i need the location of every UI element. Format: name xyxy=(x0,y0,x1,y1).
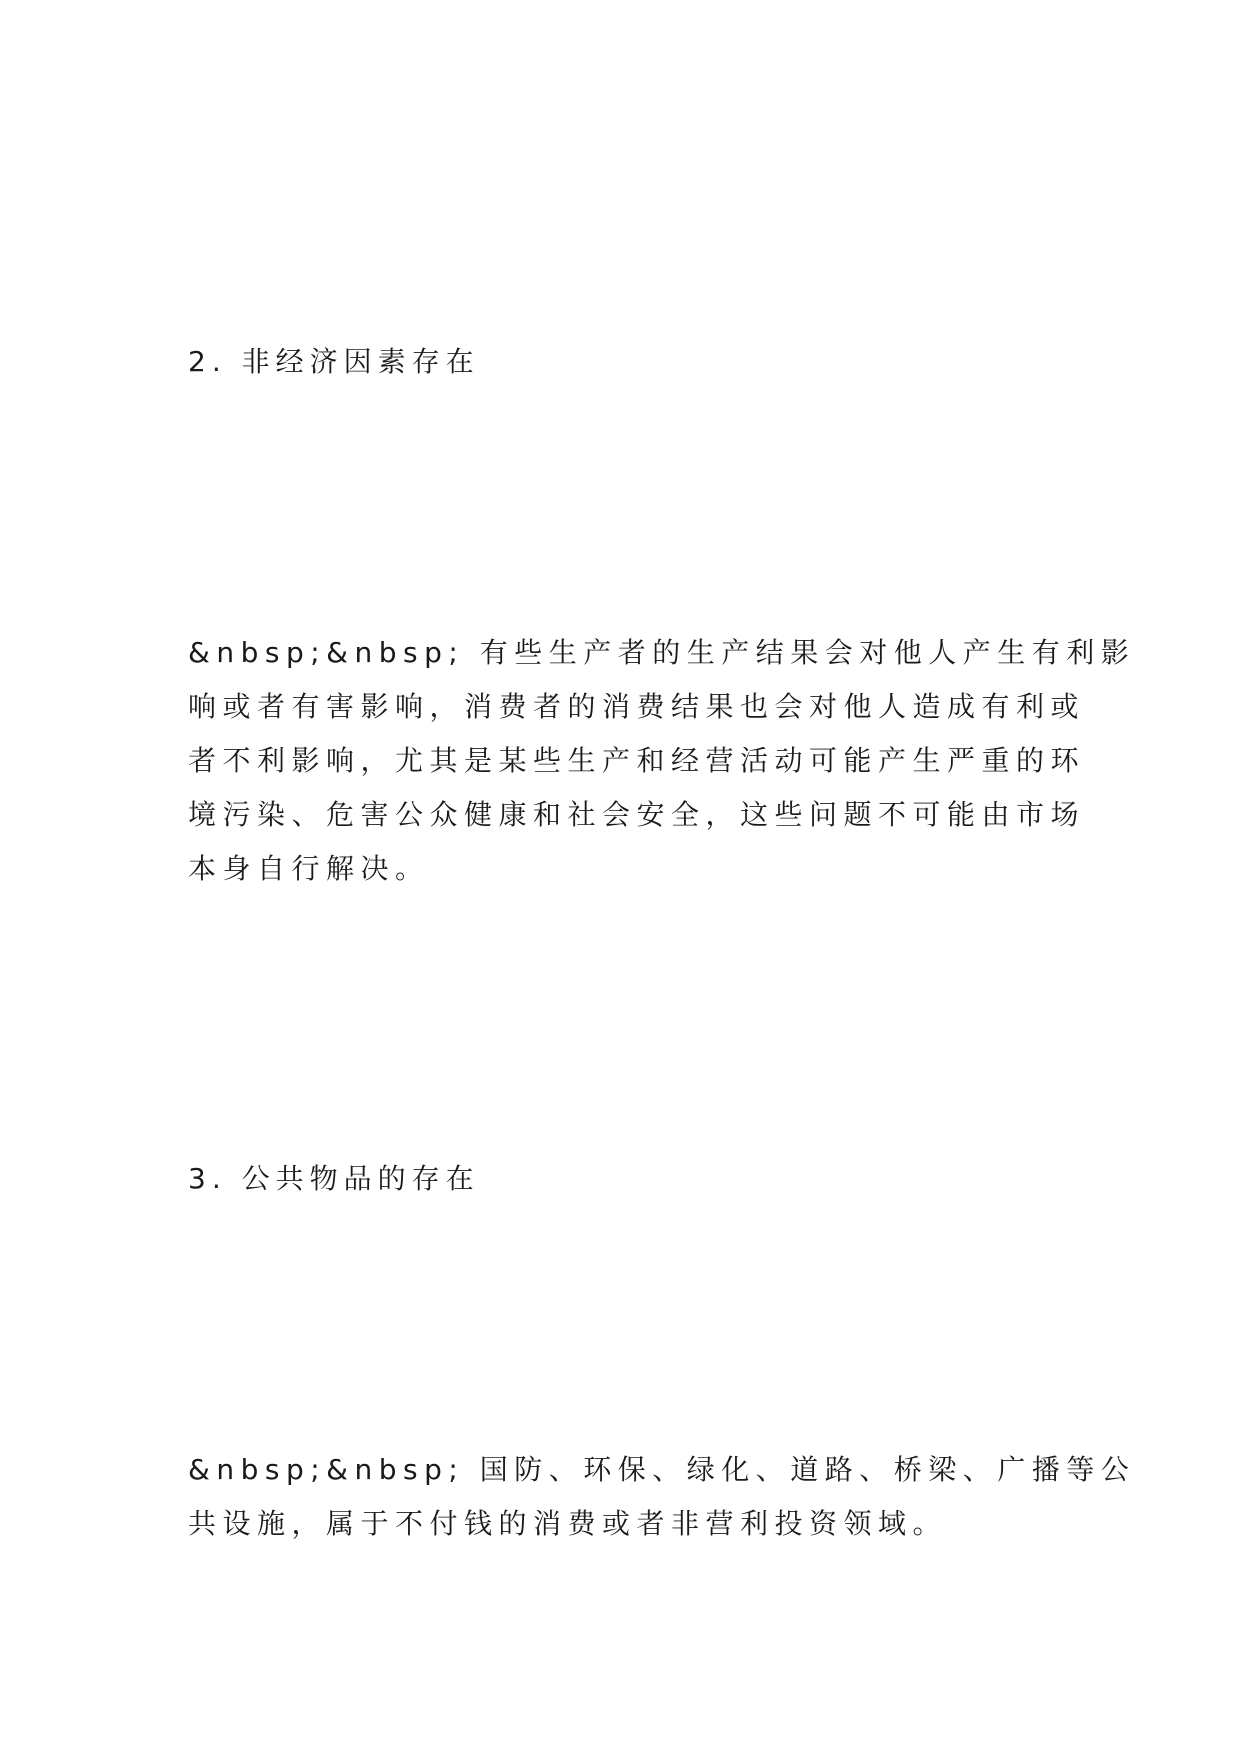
paragraph-line: 共设施，属于不付钱的消费或者非营利投资领域。 xyxy=(188,1507,948,1540)
section-heading-3: 3. 公共物品的存在 xyxy=(188,1162,480,1195)
paragraph-line: 者不利影响，尤其是某些生产和经营活动可能产生严重的环 xyxy=(188,744,1086,777)
paragraph-line: 本身自行解决。 xyxy=(188,852,430,885)
paragraph-line: 响或者有害影响，消费者的消费结果也会对他人造成有利或 xyxy=(188,690,1086,723)
paragraph-line: &nbsp;&nbsp; 有些生产者的生产结果会对他人产生有利影 xyxy=(188,636,1136,669)
section-3-paragraph xyxy=(188,1443,1136,1551)
section-2-paragraph xyxy=(188,626,1136,896)
paragraph-line: &nbsp;&nbsp; 国防、环保、绿化、道路、桥梁、广播等公 xyxy=(188,1453,1136,1486)
paragraph-line: 境污染、危害公众健康和社会安全，这些问题不可能由市场 xyxy=(188,798,1086,831)
section-heading-2: 2. 非经济因素存在 xyxy=(188,345,480,378)
